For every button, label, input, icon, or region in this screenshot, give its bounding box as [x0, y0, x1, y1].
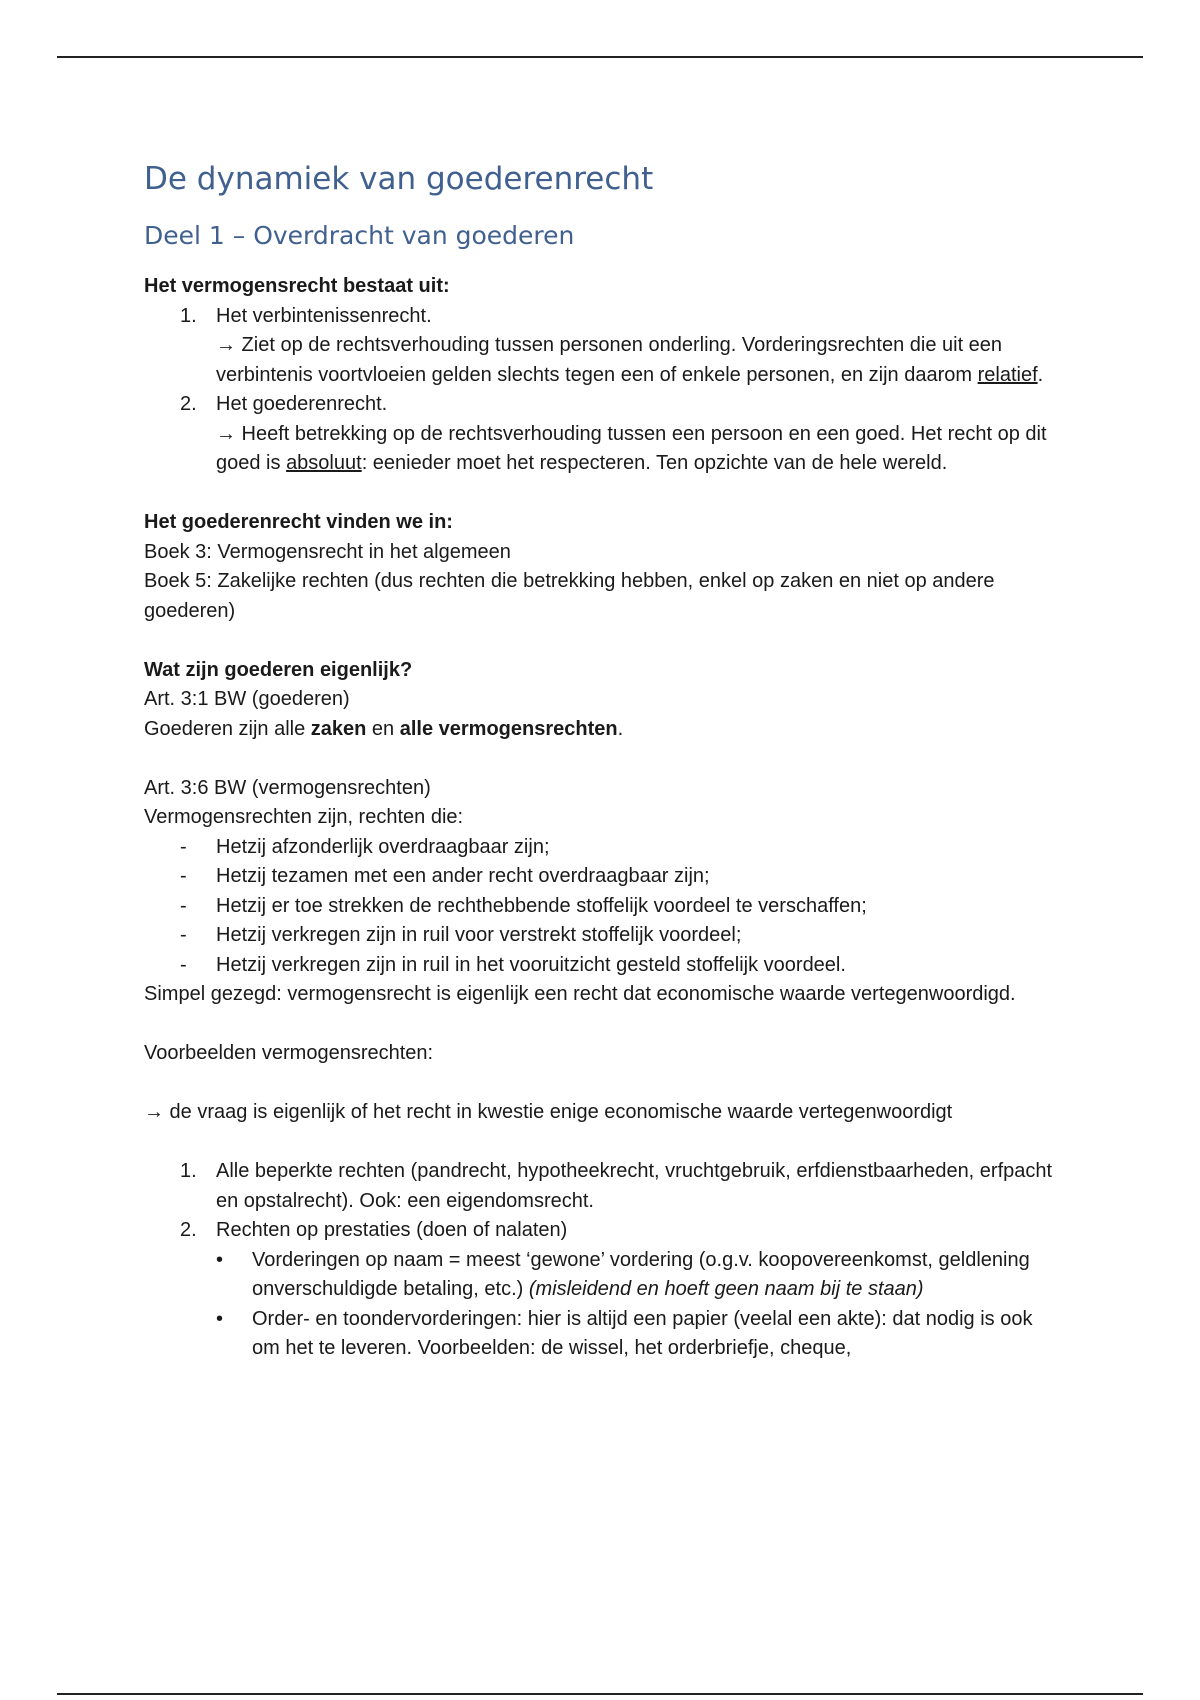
bullet-item: • Order- en toondervorderingen: hier is altijd een papier (veelal een akte): dat nodig is ook om het te leveren. Voorbeelden: de wissel, het orderbriefje, cheque, [144, 1305, 1054, 1364]
voorbeelden-heading: Voorbeelden vermogensrechten: [144, 1042, 434, 1064]
dash-list-item: - Hetzij verkregen zijn in ruil in het vooruitzicht gesteld stoffelijk voordeel. [180, 953, 846, 976]
list-item-description: → Ziet op de rechtsverhouding tussen personen onderling. Vorderingsrechten die uit een verbintenis voortvloeien gelden slechts tegen een of enkele personen, en zijn daarom relatief. [216, 334, 1044, 386]
footer-rule [57, 1693, 1143, 1695]
summary-paragraph: Simpel gezegd: vermogensrecht is eigenlijk een recht dat economische waarde vertegenwoordigd. [144, 983, 1016, 1005]
header-rule [57, 56, 1143, 58]
list-number: 2. [180, 1219, 197, 1241]
dash-list-item: - Hetzij verkregen zijn in ruil voor verstrekt stoffelijk voordeel; [180, 924, 742, 946]
list-item [144, 390, 1054, 479]
bullet-item: • Vorderingen op naam = meest ‘gewone’ vordering (o.g.v. koopovereenkomst, geldlening onverschuldigde betaling, etc.) (misleidend en hoeft geen naam bij te staan) [144, 1246, 1054, 1305]
article-reference: Art. 3:1 BW (goederen) [144, 688, 350, 710]
goederen-heading: Wat zijn goederen eigenlijk? [144, 658, 413, 681]
list-number: 1. [180, 304, 197, 327]
arrow-note: → de vraag is eigenlijk of het recht in kwestie enige economische waarde vertegenwoordigt [144, 1101, 953, 1123]
bullet-icon: • [216, 1307, 224, 1330]
boek-5-line: Boek 5: Zakelijke rechten (dus rechten die betrekking hebben, enkel op zaken en niet op andere goederen) [144, 570, 995, 622]
vermogensrecht-heading: Het vermogensrecht bestaat uit: [144, 275, 450, 297]
list-item-text: Rechten op prestaties (doen of nalaten) [216, 1219, 568, 1241]
section-heading: Deel 1 – Overdracht van goederen [144, 221, 575, 250]
absoluut-term: absoluut [286, 452, 362, 474]
document-title: De dynamiek van goederenrecht [144, 161, 654, 197]
article-reference: Art. 3:6 BW (vermogensrechten) [144, 776, 431, 799]
list-item [144, 1216, 1054, 1246]
vermogensrechten-intro: Vermogensrechten zijn, rechten die: [144, 806, 464, 828]
list-item-description: → Heeft betrekking op de rechtsverhouding tussen een persoon en een goed. Het recht op dit goed is absoluut: eenieder moet het respecteren. Ten opzichte van de hele wereld. [216, 422, 1047, 474]
list-item-label: Het goederenrecht. [216, 393, 388, 415]
document-page [144, 160, 1054, 1364]
dash-list-item: - Hetzij er toe strekken de rechthebbende stoffelijk voordeel te verschaffen; [180, 894, 867, 917]
relatief-term: relatief [977, 363, 1038, 386]
goederenrecht-heading: Het goederenrecht vinden we in: [144, 511, 453, 533]
boek-3-line: Boek 3: Vermogensrecht in het algemeen [144, 540, 511, 563]
list-item [144, 302, 1054, 391]
bullet-icon: • [216, 1248, 224, 1271]
list-item-text: Alle beperkte rechten (pandrecht, hypotheekrecht, vruchtgebruik, erfdienstbaarheden, erfpacht en opstalrecht). Ook: een eigendomsrecht. [216, 1160, 1053, 1212]
list-number: 2. [180, 393, 197, 415]
dash-list-item: - Hetzij afzonderlijk overdraagbaar zijn; [180, 835, 550, 858]
list-number: 1. [180, 1160, 197, 1182]
list-item [144, 1157, 1054, 1216]
list-item-label: Het verbintenissenrecht. [216, 304, 432, 327]
goederen-definition: Goederen zijn alle zaken en alle vermogensrechten. [144, 717, 624, 740]
dash-list-item: - Hetzij tezamen met een ander recht overdraagbaar zijn; [180, 865, 710, 887]
